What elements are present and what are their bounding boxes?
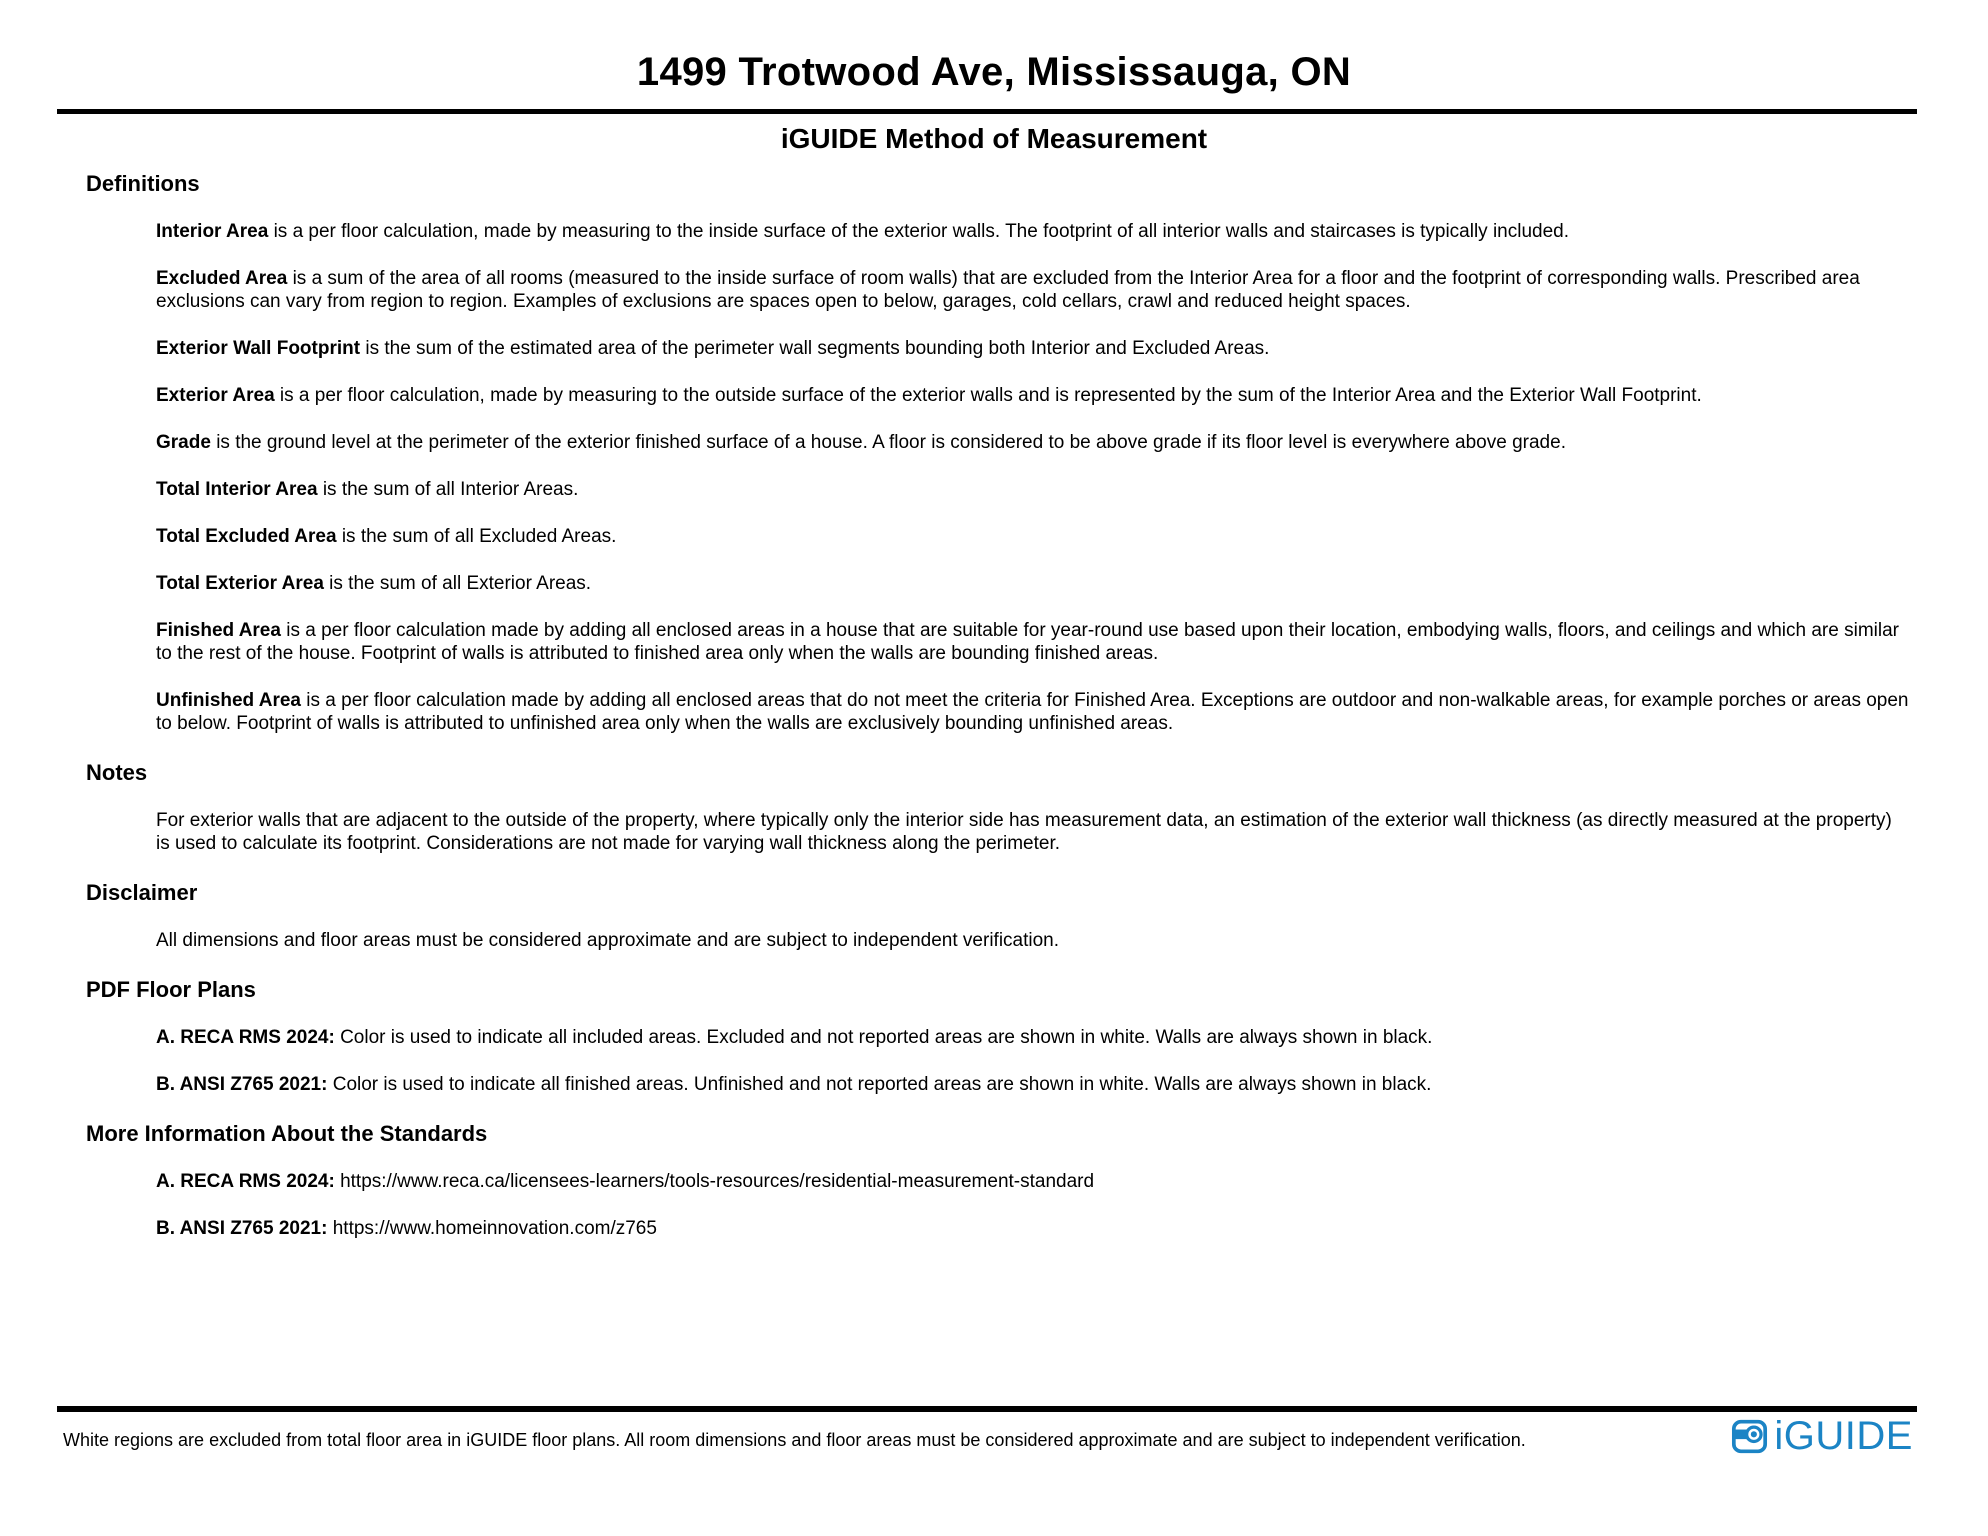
definition-term: Finished Area bbox=[156, 620, 281, 641]
notes-paragraph: For exterior walls that are adjacent to the outside of the property, where typically only the interior side has measurement data, an estimation of the exterior wall thickness (as directly measured at the property) is used to calculate its footprint. Considerations are not made for varying wall thickness along the perimeter. bbox=[156, 810, 1892, 854]
camera-icon bbox=[1731, 1418, 1768, 1455]
definition-term: Exterior Area bbox=[156, 385, 275, 406]
header-divider bbox=[57, 109, 1917, 114]
standard-label: B. ANSI Z765 2021: bbox=[156, 1218, 328, 1239]
section-heading-definitions: Definitions bbox=[86, 171, 200, 196]
standard-label: B. ANSI Z765 2021: bbox=[156, 1074, 328, 1095]
definition-term: Interior Area bbox=[156, 221, 269, 242]
definition-total-excluded-area bbox=[156, 525, 1910, 548]
definition-term: Excluded Area bbox=[156, 268, 288, 289]
more-info-ansi-url bbox=[156, 1217, 1910, 1240]
more-info-reca-url bbox=[156, 1170, 1910, 1193]
definition-excluded-area bbox=[156, 267, 1910, 313]
definition-text: is a per floor calculation made by adding all enclosed areas in a house that are suitable for year-round use based upon their location, embodying walls, floors, and ceilings and which are similar to the rest of the house. Footprint of walls is attributed to finished area only when the walls are bounding finished areas. bbox=[156, 620, 1899, 664]
definition-finished-area bbox=[156, 619, 1910, 665]
page-title: 1499 Trotwood Ave, Mississauga, ON bbox=[636, 50, 1352, 94]
definition-exterior-area bbox=[156, 384, 1910, 407]
definition-text: is a per floor calculation, made by measuring to the outside surface of the exterior walls and is represented by the sum of the Interior Area and the Exterior Wall Footprint. bbox=[279, 385, 1702, 406]
iguide-logo-text: iGUIDE bbox=[1774, 1414, 1913, 1458]
standard-label: A. RECA RMS 2024: bbox=[156, 1027, 335, 1048]
definition-interior-area bbox=[156, 220, 1910, 243]
definition-text: is the sum of all Excluded Areas. bbox=[341, 526, 617, 547]
definition-total-exterior-area bbox=[156, 572, 1910, 595]
document-content bbox=[0, 155, 1988, 1240]
method-subtitle: iGUIDE Method of Measurement bbox=[780, 123, 1208, 154]
standard-text: Color is used to indicate all included areas. Excluded and not reported areas are shown in white. Walls are always shown in black. bbox=[340, 1027, 1433, 1048]
iguide-logo bbox=[1731, 1416, 1913, 1456]
definition-term: Total Excluded Area bbox=[156, 526, 337, 547]
definition-total-interior-area bbox=[156, 478, 1910, 501]
section-heading-notes: Notes bbox=[86, 760, 148, 785]
footer-disclaimer-note: White regions are excluded from total floor area in iGUIDE floor plans. All room dimensions and floor areas must be considered approximate and are subject to independent verification. bbox=[63, 1430, 1526, 1450]
standard-url: https://www.reca.ca/licensees-learners/tools-resources/residential-measurement-standard bbox=[340, 1171, 1095, 1192]
definition-text: is a sum of the area of all rooms (measured to the inside surface of room walls) that are excluded from the Interior Area for a floor and the footprint of corresponding walls. Prescribed area exclusions can vary from region to region. Examples of exclusions are spaces open to below, garages, cold cellars, crawl and reduced height spaces. bbox=[156, 268, 1860, 312]
definition-exterior-wall-footprint bbox=[156, 337, 1910, 360]
definition-text: is the sum of all Interior Areas. bbox=[322, 479, 579, 500]
footer-divider bbox=[57, 1406, 1917, 1412]
definition-term: Unfinished Area bbox=[156, 690, 301, 711]
definition-text: is a per floor calculation, made by measuring to the inside surface of the exterior walls. The footprint of all interior walls and staircases is typically included. bbox=[273, 221, 1570, 242]
definition-unfinished-area bbox=[156, 689, 1910, 735]
pdf-floor-plans-ansi bbox=[156, 1073, 1910, 1096]
standard-url: https://www.homeinnovation.com/z765 bbox=[332, 1218, 657, 1239]
standard-text: Color is used to indicate all finished areas. Unfinished and not reported areas are shown in white. Walls are always shown in black. bbox=[332, 1074, 1432, 1095]
definition-term: Exterior Wall Footprint bbox=[156, 338, 361, 359]
disclaimer-paragraph: All dimensions and floor areas must be considered approximate and are subject to independent verification. bbox=[156, 930, 1060, 951]
pdf-floor-plans-reca bbox=[156, 1026, 1910, 1049]
section-heading-pdf-floor-plans: PDF Floor Plans bbox=[86, 977, 256, 1002]
definition-text: is the sum of all Exterior Areas. bbox=[329, 573, 592, 594]
definition-grade bbox=[156, 431, 1910, 454]
definition-term: Grade bbox=[156, 432, 211, 453]
definition-text: is the ground level at the perimeter of the exterior finished surface of a house. A floor is considered to be above grade if its floor level is everywhere above grade. bbox=[216, 432, 1566, 453]
definition-term: Total Exterior Area bbox=[156, 573, 324, 594]
section-heading-more-information: More Information About the Standards bbox=[86, 1121, 488, 1146]
definition-text: is the sum of the estimated area of the perimeter wall segments bounding both Interior and Excluded Areas. bbox=[365, 338, 1270, 359]
section-heading-disclaimer: Disclaimer bbox=[86, 880, 198, 905]
standard-label: A. RECA RMS 2024: bbox=[156, 1171, 335, 1192]
definition-text: is a per floor calculation made by adding all enclosed areas that do not meet the criteria for Finished Area. Exceptions are outdoor and non-walkable areas, for example porches or areas open to below. Footprint of walls is attributed to unfinished area only when the walls are exclusively bounding unfinished areas. bbox=[156, 690, 1909, 734]
definition-term: Total Interior Area bbox=[156, 479, 318, 500]
